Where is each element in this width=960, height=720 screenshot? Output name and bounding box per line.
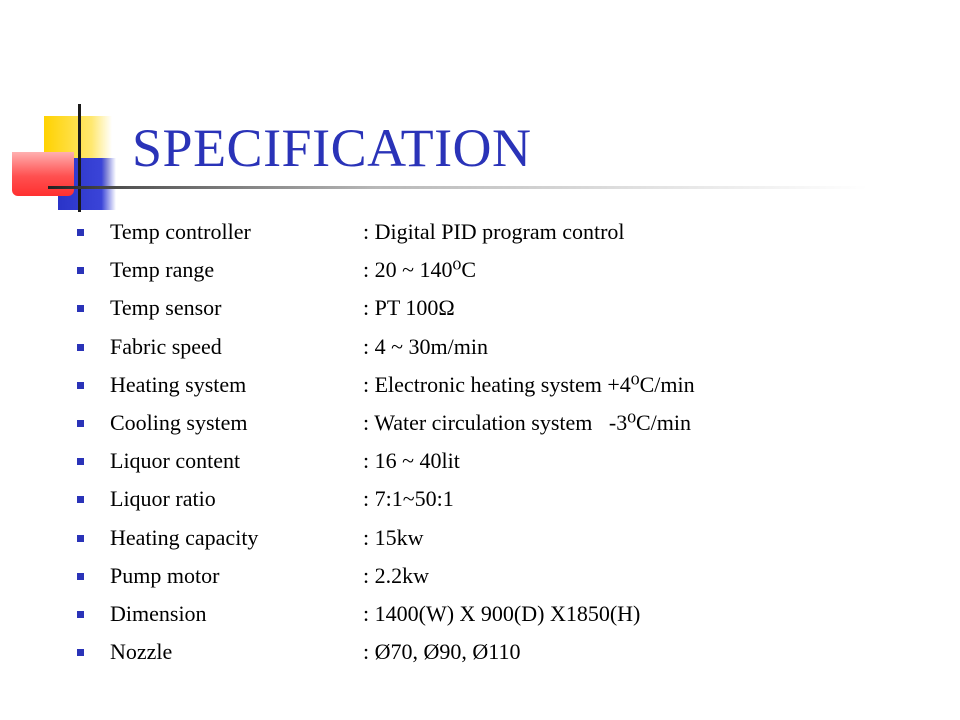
decorative-vertical-line (78, 104, 81, 212)
spec-value: : Water circulation system -3⁰C/min (363, 409, 692, 435)
spec-value: : 16 ~ 40lit (363, 448, 460, 474)
bullet-icon (77, 305, 84, 312)
bullet-icon (77, 420, 84, 427)
spec-label: Heating capacity (110, 524, 259, 550)
spec-label: Dimension (110, 600, 207, 626)
spec-value: : 7:1~50:1 (363, 486, 454, 512)
bullet-icon (77, 649, 84, 656)
spec-value: : Electronic heating system +4⁰C/min (363, 371, 695, 397)
spec-label: Temp sensor (110, 295, 222, 321)
bullet-icon (77, 458, 84, 465)
spec-value: : Digital PID program control (363, 219, 625, 244)
bullet-icon (77, 535, 84, 542)
spec-value: : 20 ~ 140⁰C (363, 257, 477, 283)
bullet-icon (77, 496, 84, 503)
spec-value: : Ø70, Ø90, Ø110 (363, 639, 521, 665)
slide-title: SPECIFICATION (132, 118, 532, 178)
bullet-icon (77, 611, 84, 618)
spec-label: Liquor ratio (110, 486, 216, 512)
spec-label: Liquor content (110, 448, 241, 474)
title-underline (48, 186, 868, 189)
spec-label: Temp range (110, 257, 215, 283)
spec-label: Temp controller (110, 219, 251, 244)
spec-value: : 4 ~ 30m/min (363, 333, 488, 359)
spec-label: Cooling system (110, 409, 248, 435)
bullet-icon (77, 229, 84, 236)
bullet-icon (77, 573, 84, 580)
spec-value: : 15kw (363, 524, 424, 550)
spec-label: Fabric speed (110, 333, 222, 359)
spec-label: Pump motor (110, 562, 220, 588)
spec-label: Heating system (110, 371, 247, 397)
bullet-icon (77, 344, 84, 351)
decorative-red-block (12, 152, 74, 196)
spec-value: : PT 100Ω (363, 295, 455, 321)
bullet-icon (77, 267, 84, 274)
spec-label: Nozzle (110, 639, 173, 665)
bullet-icon (77, 382, 84, 389)
spec-value: : 2.2kw (363, 562, 429, 588)
spec-value: : 1400(W) X 900(D) X1850(H) (363, 600, 641, 626)
